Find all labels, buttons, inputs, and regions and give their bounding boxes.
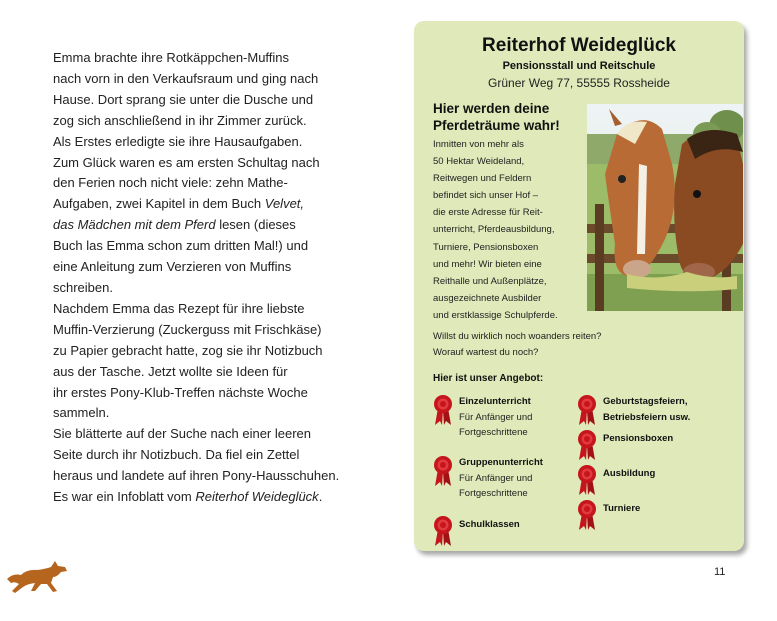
story-line: Hause. Dort sprang sie unter die Dusche und <box>53 91 314 107</box>
rosette-icon <box>577 394 597 426</box>
rosette-icon <box>433 455 453 487</box>
story-line: ihr erstes Pony-Klub-Treffen nächste Woche <box>53 384 308 400</box>
offer-name: Gruppenunterricht <box>459 457 543 468</box>
story-line: Seite durch ihr Notizbuch. Da fiel ein Zettel <box>53 447 300 463</box>
book-title: Velvet, <box>264 196 305 212</box>
offer-name: Pensionsboxen <box>603 433 674 444</box>
story-line: den Ferien noch nicht viele: zehn Mathe- <box>53 175 288 191</box>
farm-name: Reiterhof Weideglück <box>195 489 319 505</box>
story-text <box>53 48 383 508</box>
story-line: Emma brachte ihre Rotkäppchen-Muffins <box>53 50 290 65</box>
flyer-headline: Hier werden deine Pferdeträume wahr! <box>433 101 560 133</box>
offer-name: Einzelunterricht <box>459 396 531 407</box>
offer-name: Betriebsfeiern usw. <box>603 411 691 423</box>
horses-photo <box>587 104 743 311</box>
story-line: aus der Tasche. Jetzt wollte sie Ideen für <box>53 363 288 379</box>
offer-title: Hier ist unser Angebot: <box>433 373 544 384</box>
story-line: das Mädchen mit dem Pferd lesen (dieses <box>53 217 296 233</box>
story-line: Aufgaben, zwei Kapitel in dem Buch Velvet, <box>53 196 305 212</box>
book-title: das Mädchen mit dem Pferd <box>53 217 216 233</box>
story-line: Es war ein Infoblatt vom Reiterhof Weideglück. <box>53 489 323 505</box>
story-line: Zum Glück waren es am ersten Schultag nach <box>53 154 320 170</box>
story-line: heraus und landete auf ihren Pony-Hausschuhen. <box>53 468 340 484</box>
rosette-icon <box>577 499 597 531</box>
rosette-icon <box>577 464 597 496</box>
page-number: 11 <box>714 566 726 578</box>
story-line: zu Papier gebracht hatte, zog sie ihr Notizbuch <box>53 342 323 358</box>
story-line: sammeln. <box>53 405 110 421</box>
story-line: nach vorn in den Verkaufsraum und ging nach <box>53 70 319 86</box>
flyer-subtitle: Pensionsstall und Reitschule <box>502 60 656 72</box>
story-line: schreiben. <box>53 279 113 295</box>
rosette-icon <box>577 429 597 461</box>
flyer-title: Reiterhof Weideglück <box>482 35 676 56</box>
story-line: eine Anleitung zum Verzieren von Muffins <box>53 259 292 275</box>
story-line: Nachdem Emma das Rezept für ihre liebste <box>53 300 305 316</box>
offer-name: Turniere <box>603 503 641 514</box>
rosette-icon <box>433 515 453 547</box>
story-line: Sie blätterte auf der Suche nach einer leeren <box>53 426 312 442</box>
flyer-intro: Inmitten von mehr als 50 Hektar Weideland, Reitwegen und Feldern befindet sich unser Hof – die erste Adresse für Reit- unterricht, Pferdeausbildung, Turniere, Pensionsboxen und mehr! Wir bieten eine Reithalle und Außenplätze, ausgezeichnete Ausbilder und erstklassige Schulpferde. <box>433 139 558 321</box>
rosette-icon <box>433 394 453 426</box>
story-line: Buch las Emma schon zum dritten Mal!) und <box>53 238 309 254</box>
story-line: Muffin-Verzierung (Zuckerguss mit Frischkäse) <box>53 321 322 337</box>
offer-name: Ausbildung <box>603 468 656 479</box>
offer-name: Geburtstagsfeiern, <box>603 396 688 407</box>
flyer-question: Willst du wirklich noch woanders reiten? Worauf wartest du noch? <box>433 331 602 358</box>
flyer-address: Grüner Weg 77, 55555 Rossheide <box>488 76 670 90</box>
info-flyer: Reiterhof Weideglück Pensionsstall und Reitschule Grüner Weg 77, 55555 Rossheide Hier werden deine Pferdeträume wahr! Inmitten von mehr als 50 Hektar Weideland, Reitwegen und Feldern befindet sich unser Hof – die erste Adresse für Reit- unterricht, Pferdeausbildung, Turniere, Pensionsboxen und mehr! Wir bieten eine Reithalle und Außenplätze, ausgezeichnete Ausbilder und erstklassige Schulpferde. Willst du wirklich noch woanders reiten? Worauf wartest du noch? Hier ist unser Angebot: Einzelunterricht Für Anfänger und Fortgeschrittene Gruppenunterricht Für Anfänger und Fortgeschrittene Schulklassen Geburtstagsfeiern, Betriebsfeiern usw. Pensionsboxen Ausbildung Turniere <box>414 21 744 551</box>
offer-name: Schulklassen <box>459 519 520 530</box>
story-line: Als Erstes erledigte sie ihre Hausaufgaben. <box>53 133 303 149</box>
horse-icon <box>5 557 69 597</box>
story-line: zog sich anschließend in ihr Zimmer zurück. <box>53 112 307 128</box>
